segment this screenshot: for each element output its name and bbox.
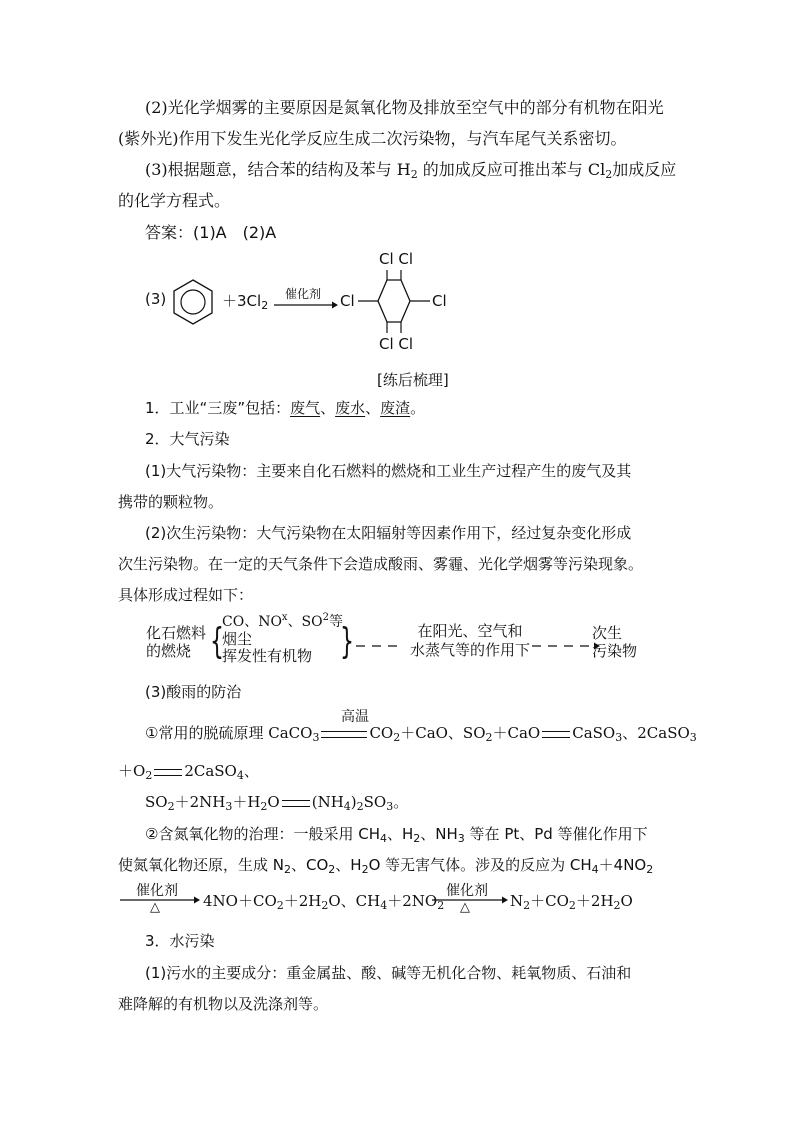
benzene-structure — [168, 276, 218, 328]
nox-line2: 使氮氧化物还原，生成 $N_2$、$CO_2$、$H_2O$ 等无害气体。涉及的反应为 $CH_4+4NO_2$ — [118, 856, 654, 876]
heat-symbol-2: △ — [460, 900, 470, 915]
secondary-pollutants-line1: (2)次生污染物：大气污染物在太阳辐射等因素作用下，经过复杂变化形成 — [145, 524, 632, 542]
nox-products-1: $4NO+CO_2+2H_2O$、$CH_4+2NO_2$ — [203, 892, 445, 912]
secondary-pollutants-line2: 次生污染物。在一定的天气条件下会造成酸雨、雾霾、光化学烟雾等污染现象。 — [118, 555, 644, 573]
nox-line1: ②含氮氧化物的治理：一般采用 $CH_4$、$H_2$、$NH_3$ 等在 Pt、Pd 等催化作用下 — [145, 825, 648, 845]
high-temp-condition: 高温 — [341, 709, 369, 725]
cyclohexane-structure — [356, 266, 434, 338]
catalyst-label-1: 催化剂 — [136, 883, 178, 899]
explanation-3-line1: (3)根据题意，结合苯的结构及苯与 $H_2$ 的加成反应可推出苯与 $Cl_2$加成反应 — [145, 160, 677, 181]
heat-symbol-1: △ — [150, 900, 160, 915]
flow-result: 次生 污染物 — [592, 624, 638, 660]
reagent-chlorine: $+3Cl_2$ — [222, 292, 269, 312]
flow-condition: 在阳光、空气和 水蒸气等的作用下 — [410, 622, 531, 659]
waste-residue: 废渣 — [380, 399, 411, 417]
left-brace: { — [210, 622, 224, 663]
secondary-pollutants-line3: 具体形成过程如下： — [118, 586, 254, 604]
sewage-line2: 难降解的有机物以及洗涤剂等。 — [118, 995, 329, 1013]
equation-index: (3) — [145, 290, 167, 308]
flow-source: 化石燃料 的燃烧 — [146, 624, 207, 660]
chlorine-pair-bottom: Cl Cl — [379, 335, 414, 353]
reaction-arrow — [274, 300, 338, 310]
air-pollutants-line1: (1)大气污染物：主要来自化石燃料的燃烧和工业生产过程产生的废气及其 — [145, 462, 632, 480]
waste-water: 废水 — [335, 399, 366, 417]
water-pollution-heading: 3．水污染 — [145, 932, 215, 950]
chlorine-pair-top: Cl Cl — [379, 250, 414, 268]
chlorine-right: Cl — [432, 292, 447, 310]
acid-rain-heading: (3)酸雨的防治 — [145, 683, 242, 701]
catalyst-label-2: 催化剂 — [446, 883, 488, 899]
nox-products-2: $N_2+CO_2+2H_2O$ — [510, 892, 633, 912]
catalyst-label: 催化剂 — [285, 287, 322, 301]
section-title: [练后梳理] — [377, 371, 449, 389]
air-pollutants-line2: 携带的颗粒物。 — [118, 493, 224, 511]
nox-arrow-2 — [432, 895, 508, 905]
desulfurization-line1: ①常用的脱硫原理 CaCO$_3$ $CO_2+CaO$、$SO_2+CaO$ CaSO$_3$、2CaSO$_3$ — [145, 724, 697, 744]
three-wastes: 1．工业“三废”包括：废气、废水、废渣。 — [145, 399, 426, 417]
answer-line: 答案：(1)A (2)A — [145, 223, 277, 242]
right-brace: } — [340, 622, 354, 663]
explanation-2-line1: (2)光化学烟雾的主要原因是氮氧化物及排放至空气中的部分有机物在阳光 — [145, 98, 664, 117]
waste-gas: 废气 — [290, 399, 321, 417]
flow-pollutants: CO、$NO^x$、$SO^2$等 烟尘 挥发性有机物 — [222, 612, 344, 665]
desulfurization-line3: $SO_2+2NH_3+H_2O$ $(NH_4)_2SO_3$。 — [145, 793, 409, 813]
desulfurization-line2: $+O_2$ 2CaSO$_4$、 — [118, 762, 259, 782]
sewage-line1: (1)污水的主要成分：重金属盐、酸、碱等无机化合物、耗氧物质、石油和 — [145, 964, 632, 982]
explanation-2-line2: (紫外光)作用下发生光化学反应生成二次污染物，与汽车尾气关系密切。 — [118, 129, 627, 148]
nox-arrow-1 — [120, 895, 200, 905]
air-pollution-heading: 2．大气污染 — [145, 430, 230, 448]
explanation-3-line2: 的化学方程式。 — [118, 191, 231, 210]
chlorine-left: Cl — [340, 292, 355, 310]
